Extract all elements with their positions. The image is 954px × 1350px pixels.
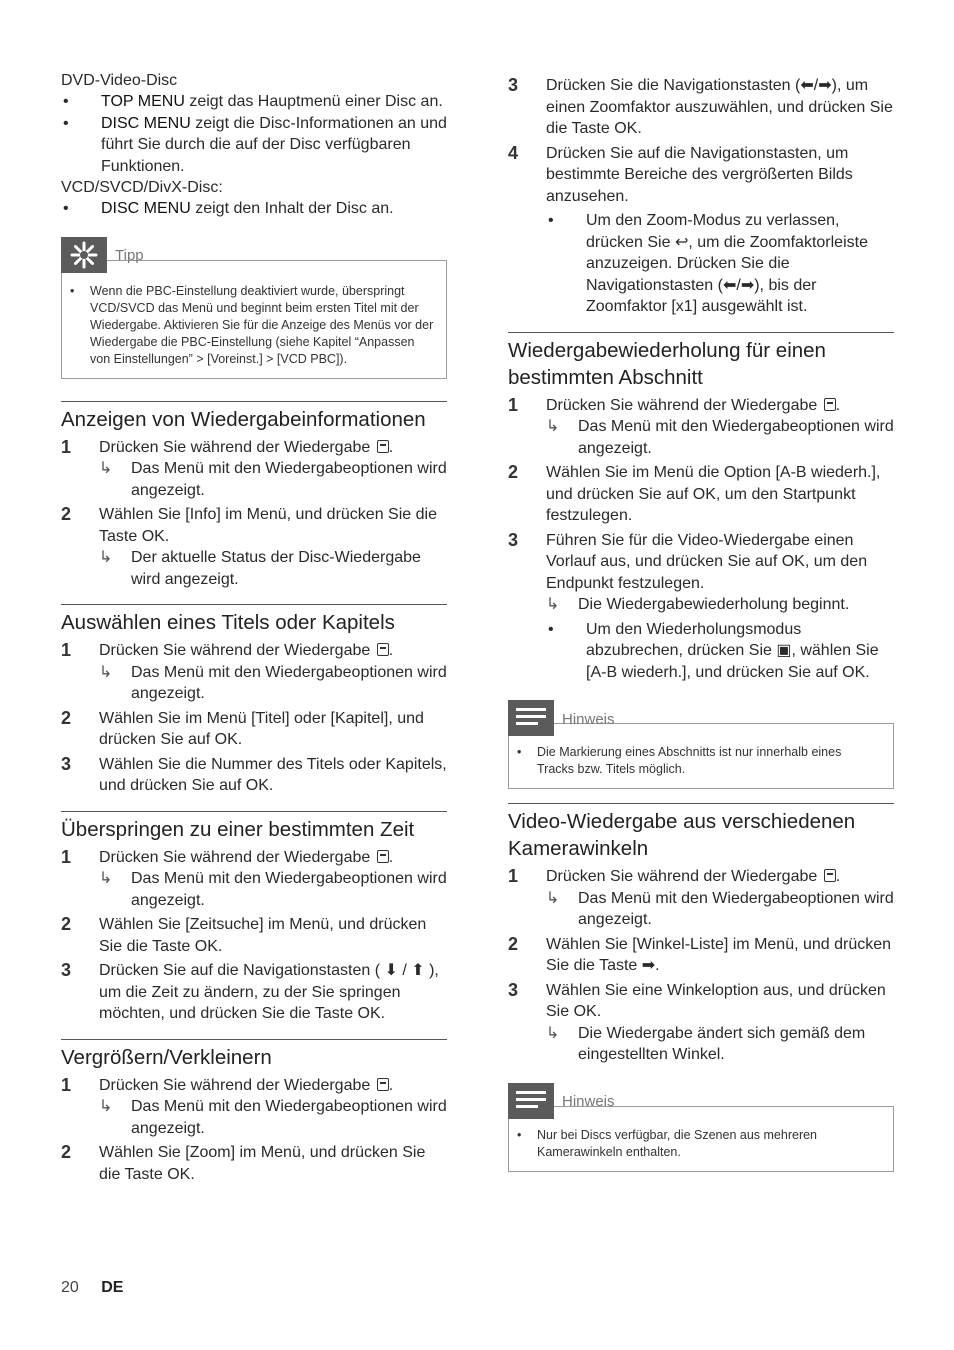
bullet: • bbox=[517, 1127, 522, 1142]
note-box bbox=[508, 710, 894, 789]
result-item bbox=[546, 594, 894, 616]
section-title: Auswählen eines Titels oder Kapitels bbox=[61, 611, 395, 634]
key-name: TOP MENU bbox=[101, 93, 185, 110]
result-arrow-icon: ↳ bbox=[99, 870, 113, 887]
result-item bbox=[99, 458, 447, 501]
option-menu-icon bbox=[824, 869, 836, 882]
page-number: 20 bbox=[61, 1279, 79, 1296]
result-arrow-icon: ↳ bbox=[99, 549, 113, 566]
item-text: zeigt das Hauptmenü einer Disc an. bbox=[184, 93, 443, 110]
bullet: • bbox=[63, 93, 69, 110]
step-item bbox=[61, 914, 447, 957]
step-text: Drücken Sie während der Wiedergabe bbox=[99, 1076, 371, 1094]
bullet: • bbox=[63, 200, 69, 217]
result-item bbox=[99, 868, 447, 911]
step-text-wrap bbox=[546, 395, 894, 417]
step-number: 3 bbox=[61, 753, 72, 774]
step-text-wrap bbox=[546, 866, 894, 888]
result-text: Das Menü mit den Wiedergabeoptionen wird angezeigt. bbox=[131, 1098, 447, 1137]
result-arrow-icon: ↳ bbox=[546, 1024, 560, 1042]
result-text: Das Menü mit den Wiedergabeoptionen wird angezeigt. bbox=[131, 663, 447, 702]
right-sections bbox=[508, 332, 894, 1172]
step-item bbox=[61, 437, 447, 459]
step-text-wrap bbox=[99, 708, 447, 751]
note-header bbox=[508, 700, 615, 736]
result-item bbox=[99, 547, 447, 590]
step-after: . bbox=[388, 642, 394, 659]
dvd-list bbox=[61, 91, 447, 177]
tip-item bbox=[70, 283, 434, 368]
step-item bbox=[508, 143, 894, 208]
step-text-wrap bbox=[546, 980, 894, 1023]
step-text: Wählen Sie die Nummer des Titels oder Kapitels, und drücken Sie auf OK. bbox=[99, 755, 447, 794]
step-number: 1 bbox=[61, 436, 72, 457]
step-text-wrap bbox=[546, 75, 894, 140]
option-menu-icon bbox=[377, 643, 389, 656]
step-number: 1 bbox=[61, 1074, 72, 1095]
option-menu-icon bbox=[377, 440, 389, 453]
list-item bbox=[61, 198, 447, 220]
step-item bbox=[61, 960, 447, 1025]
note-box bbox=[508, 1093, 894, 1172]
section bbox=[61, 401, 447, 591]
step-number: 2 bbox=[61, 1142, 72, 1162]
step-text-wrap bbox=[99, 914, 447, 957]
result-arrow-icon: ↳ bbox=[546, 596, 560, 613]
list-item bbox=[61, 91, 447, 113]
note-text: Nur bei Discs verfügbar, die Szenen aus mehreren Kamerawinkeln enthalten. bbox=[537, 1127, 818, 1159]
step-item bbox=[508, 462, 894, 527]
result-arrow-icon: ↳ bbox=[99, 1098, 113, 1115]
step-item bbox=[61, 754, 447, 797]
key-name: DISC MENU bbox=[101, 114, 191, 132]
option-menu-icon bbox=[377, 850, 389, 863]
step-text: Wählen Sie [Zoom] im Menü, und drücken Sie die Taste OK. bbox=[99, 1144, 426, 1183]
result-item bbox=[99, 662, 447, 705]
step-number: 4 bbox=[508, 142, 519, 163]
note-lines-icon bbox=[508, 700, 554, 736]
section-title: Vergrößern/Verkleinern bbox=[61, 1045, 272, 1069]
sub-bullet-item bbox=[546, 619, 894, 684]
bullet: • bbox=[63, 114, 69, 132]
item-text: zeigt den Inhalt der Disc an. bbox=[190, 200, 394, 217]
step-number: 3 bbox=[508, 529, 519, 550]
step-text-wrap bbox=[99, 1075, 447, 1097]
step-item bbox=[508, 980, 894, 1023]
tip-text: Wenn die PBC-Einstellung deaktiviert wurde, überspringt VCD/SVCD das Menü und beginnt beim ersten Titel mit der Wiedergabe. Aktivieren Sie für die Anzeige des Menüs vor der Wiedergabe die PBC-Einstellung (siehe Kapitel “Anpassen von Einstellungen” > [Voreinst.] > [VCD PBC]). bbox=[90, 283, 434, 366]
step-item bbox=[61, 1142, 447, 1185]
section-title: Anzeigen von Wiedergabeinformationen bbox=[61, 407, 426, 431]
result-arrow-icon: ↳ bbox=[99, 663, 113, 681]
step-text: Drücken Sie die Navigationstasten (⬅/➡), um einen Zoomfaktor auszuwählen, und drücken Sie die Taste OK. bbox=[546, 77, 893, 137]
step-text: Drücken Sie während der Wiedergabe bbox=[546, 868, 818, 885]
section-title: Wiedergabewiederholung für einen bestimmten Abschnitt bbox=[508, 338, 826, 389]
tip-header bbox=[61, 237, 144, 273]
step-item bbox=[61, 847, 447, 869]
option-menu-icon bbox=[824, 398, 836, 411]
left-sections bbox=[61, 401, 447, 1186]
step-text: Wählen Sie [Winkel-Liste] im Menü, und drücken Sie die Taste ➡. bbox=[546, 935, 892, 974]
step-text: Drücken Sie während der Wiedergabe bbox=[546, 396, 818, 414]
step-text: Wählen Sie [Zeitsuche] im Menü, und drücken Sie die Taste OK. bbox=[99, 916, 427, 955]
step-item bbox=[61, 504, 447, 547]
step-text: Wählen Sie im Menü die Option [A-B wiederh.], und drücken Sie auf OK, um den Startpunkt festzulegen. bbox=[546, 464, 881, 524]
section bbox=[61, 811, 447, 1025]
step-text-wrap bbox=[99, 1142, 447, 1185]
tip-star-icon bbox=[61, 237, 107, 273]
step-number: 1 bbox=[508, 394, 519, 415]
step-text-wrap bbox=[546, 143, 894, 208]
step-number: 2 bbox=[61, 504, 72, 524]
step-after: . bbox=[388, 1076, 394, 1094]
step-number: 1 bbox=[508, 866, 519, 886]
tip-title: Tipp bbox=[115, 247, 144, 264]
step-item bbox=[508, 934, 894, 977]
result-item bbox=[546, 888, 894, 931]
list-item bbox=[61, 113, 447, 178]
vcd-heading: VCD/SVCD/DivX-Disc: bbox=[61, 179, 223, 196]
step-text: Drücken Sie auf die Navigationstasten, um bestimmte Bereiche des vergrößerten Bilds anzusehen. bbox=[546, 144, 853, 205]
bullet: • bbox=[517, 745, 522, 759]
step-text-wrap bbox=[99, 640, 447, 662]
step-number: 2 bbox=[508, 933, 519, 954]
page-footer bbox=[61, 1279, 123, 1297]
note-title: Hinweis bbox=[562, 1093, 615, 1110]
step-text: Wählen Sie eine Winkeloption aus, und drücken Sie OK. bbox=[546, 981, 886, 1020]
result-item bbox=[99, 1096, 447, 1139]
sub-bullet-text: Um den Wiederholungsmodus abzubrechen, drücken Sie ▣, wählen Sie [A-B wiederh.], und drücken Sie auf OK. bbox=[586, 620, 879, 681]
result-text: Das Menü mit den Wiedergabeoptionen wird angezeigt. bbox=[578, 418, 894, 457]
step-after: . bbox=[388, 848, 394, 866]
step-item bbox=[61, 640, 447, 662]
result-text: Der aktuelle Status der Disc-Wiedergabe wird angezeigt. bbox=[131, 549, 421, 588]
step-item bbox=[508, 75, 894, 140]
section-title: Video-Wiedergabe aus verschiedenen Kamerawinkeln bbox=[508, 810, 856, 860]
section bbox=[508, 803, 894, 1172]
note-title: Hinweis bbox=[562, 710, 615, 728]
result-item bbox=[546, 416, 894, 459]
note-item bbox=[517, 744, 881, 778]
note-text: Die Markierung eines Abschnitts ist nur innerhalb eines Tracks bzw. Titels möglich. bbox=[537, 745, 842, 776]
result-text: Die Wiedergabe ändert sich gemäß dem eingestellten Winkel. bbox=[578, 1024, 866, 1063]
result-arrow-icon: ↳ bbox=[546, 889, 560, 907]
step-text-wrap bbox=[99, 754, 447, 797]
step-number: 2 bbox=[508, 462, 519, 482]
step-item bbox=[61, 708, 447, 751]
step-text: Drücken Sie während der Wiedergabe bbox=[99, 642, 371, 659]
result-text: Das Menü mit den Wiedergabeoptionen wird angezeigt. bbox=[131, 870, 447, 909]
result-item bbox=[546, 1023, 894, 1066]
step-number: 1 bbox=[61, 640, 72, 660]
step-text: Drücken Sie auf die Navigationstasten ( ⬇ / ⬆ ), um die Zeit zu ändern, zu der Sie springen möchten, und drücken Sie die Taste OK. bbox=[99, 962, 439, 1022]
section bbox=[508, 332, 894, 790]
key-name: DISC MENU bbox=[101, 200, 191, 217]
option-menu-icon bbox=[377, 1078, 389, 1091]
step-item bbox=[61, 1075, 447, 1097]
step-after: . bbox=[835, 396, 841, 414]
step-after: . bbox=[835, 868, 841, 885]
step-item bbox=[508, 866, 894, 888]
result-arrow-icon: ↳ bbox=[546, 418, 560, 435]
step-text: Drücken Sie während der Wiedergabe bbox=[99, 438, 371, 456]
language-code: DE bbox=[101, 1279, 124, 1296]
note-header bbox=[508, 1083, 615, 1119]
bullet: • bbox=[548, 212, 554, 229]
zoom-continued bbox=[508, 75, 894, 318]
bullet: • bbox=[70, 283, 75, 298]
step-text-wrap bbox=[99, 504, 447, 547]
step-after: . bbox=[388, 438, 394, 456]
result-text: Die Wiedergabewiederholung beginnt. bbox=[578, 596, 850, 613]
step-text-wrap bbox=[546, 934, 894, 977]
section bbox=[61, 1039, 447, 1186]
step-item bbox=[508, 395, 894, 417]
step-text: Wählen Sie im Menü [Titel] oder [Kapitel], und drücken Sie auf OK. bbox=[99, 709, 424, 748]
step-text: Wählen Sie [Info] im Menü, und drücken Sie die Taste OK. bbox=[99, 506, 437, 545]
right-column bbox=[508, 72, 894, 1172]
bullet: • bbox=[548, 620, 554, 638]
sub-bullet-item bbox=[546, 210, 894, 318]
step-item bbox=[508, 530, 894, 595]
step-text-wrap bbox=[546, 462, 894, 527]
step-number: 3 bbox=[508, 75, 519, 95]
left-column bbox=[61, 70, 447, 1185]
step-number: 3 bbox=[61, 960, 72, 980]
step-text: Führen Sie für die Video-Wiedergabe einen Vorlauf aus, und drücken Sie auf OK, um den Endpunkt festzulegen. bbox=[546, 531, 868, 592]
sub-bullet-text: Um den Zoom-Modus zu verlassen, drücken Sie ↩, um die Zoomfaktorleiste anzuzeigen. Drücken Sie die Navigationstasten (⬅/➡), bis der Zoomfaktor [x1] ausgewählt ist. bbox=[586, 212, 868, 315]
step-text-wrap bbox=[99, 437, 447, 459]
step-number: 2 bbox=[61, 914, 72, 934]
result-text: Das Menü mit den Wiedergabeoptionen wird angezeigt. bbox=[578, 889, 894, 928]
note-item bbox=[517, 1127, 881, 1161]
result-text: Das Menü mit den Wiedergabeoptionen wird angezeigt. bbox=[131, 460, 447, 499]
section bbox=[61, 604, 447, 797]
dvd-heading: DVD-Video-Disc bbox=[61, 72, 178, 89]
section-title: Überspringen zu einer bestimmten Zeit bbox=[61, 817, 415, 841]
step-text-wrap bbox=[546, 530, 894, 595]
item-text: zeigt die Disc-Informationen an und führt Sie durch die auf der Disc verfügbaren Funktionen. bbox=[101, 114, 447, 175]
step-text-wrap bbox=[99, 960, 447, 1025]
step-text: Drücken Sie während der Wiedergabe bbox=[99, 848, 371, 866]
step-number: 2 bbox=[61, 707, 72, 728]
result-arrow-icon: ↳ bbox=[99, 460, 113, 477]
tip-box bbox=[61, 247, 447, 379]
note-lines-icon bbox=[508, 1083, 554, 1119]
step-text-wrap bbox=[99, 847, 447, 869]
step-number: 1 bbox=[61, 846, 72, 867]
step-number: 3 bbox=[508, 979, 519, 1000]
